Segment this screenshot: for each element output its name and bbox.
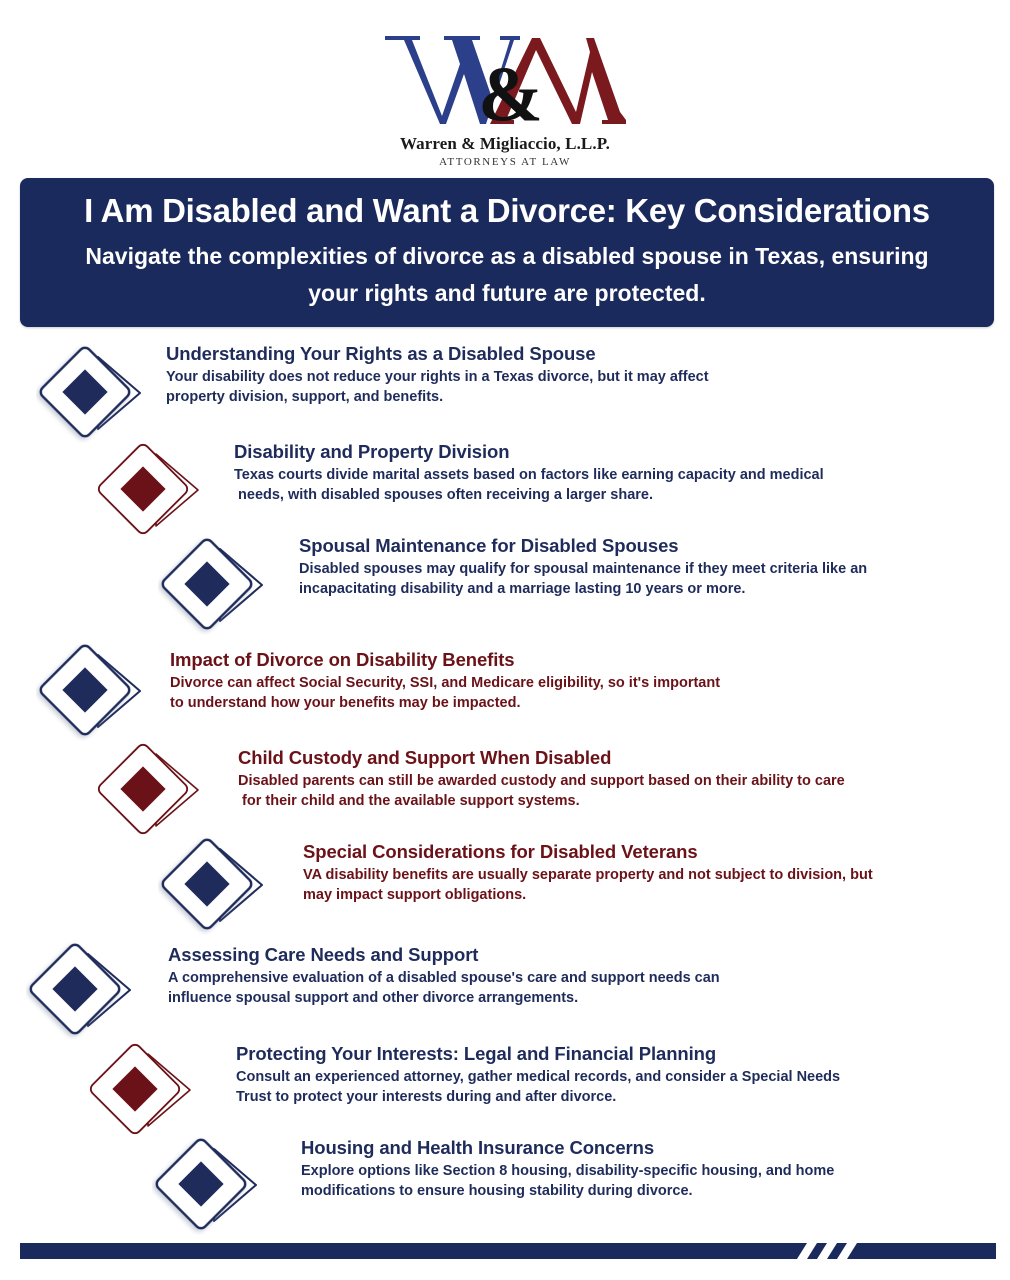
item-body-line: Consult an experienced attorney, gather medical records, and consider a Special Needs	[236, 1069, 841, 1085]
item-title: Spousal Maintenance for Disabled Spouses	[299, 535, 679, 556]
item-body-line: to understand how your benefits may be impacted.	[170, 695, 521, 711]
header-banner	[20, 178, 994, 327]
item-title: Protecting Your Interests: Legal and Financial Planning	[236, 1043, 717, 1064]
item-body-line: VA disability benefits are usually separate property and not subject to division, but	[303, 867, 873, 883]
page-title: I Am Disabled and Want a Divorce: Key Considerations	[84, 192, 930, 229]
red-diamond-icon	[94, 740, 204, 840]
item-body-line: Disabled parents can still be awarded custody and support based on their ability to care	[238, 773, 845, 789]
red-diamond-icon	[94, 440, 204, 540]
item-body-line: needs, with disabled spouses often receiving a larger share.	[234, 487, 654, 503]
item-body-line: influence spousal support and other divorce arrangements.	[168, 990, 579, 1006]
item-body-line: incapacitating disability and a marriage lasting 10 years or more.	[299, 581, 746, 597]
firm-name: Warren & Migliaccio, L.L.P.	[400, 134, 610, 153]
item-title: Special Considerations for Disabled Veterans	[303, 841, 698, 862]
item-body-line: modifications to ensure housing stability during divorce.	[301, 1183, 693, 1199]
item-body-line: Your disability does not reduce your rights in a Texas divorce, but it may affect	[166, 369, 709, 385]
navy-diamond-icon	[26, 940, 136, 1040]
navy-diamond-icon	[158, 835, 268, 935]
navy-diamond-icon	[36, 641, 146, 741]
navy-diamond-icon	[158, 535, 268, 635]
item-body-line: Texas courts divide marital assets based on factors like earning capacity and medical	[234, 467, 824, 483]
red-diamond-icon	[86, 1040, 196, 1140]
item-title: Understanding Your Rights as a Disabled Spouse	[166, 343, 596, 364]
item-body-line: property division, support, and benefits.	[166, 389, 444, 405]
item-body-line: A comprehensive evaluation of a disabled spouse's care and support needs can	[168, 970, 720, 986]
item-title: Disability and Property Division	[234, 441, 510, 462]
slash-2	[827, 1243, 847, 1259]
navy-diamond-icon	[36, 343, 146, 443]
item-body-line: Disabled spouses may qualify for spousal maintenance if they meet criteria like an	[299, 561, 868, 577]
item-title: Child Custody and Support When Disabled	[238, 747, 612, 768]
item-title: Housing and Health Insurance Concerns	[301, 1137, 655, 1158]
item-body-line: Explore options like Section 8 housing, disability-specific housing, and home	[301, 1163, 835, 1179]
item-title: Impact of Divorce on Disability Benefits	[170, 649, 515, 670]
ampersand-glyph: &	[478, 50, 543, 133]
item-title: Assessing Care Needs and Support	[168, 944, 479, 965]
page-subtitle: Navigate the complexities of divorce as a disabled spouse in Texas, ensuring your rights and future are protected.	[85, 243, 929, 306]
slash-1	[807, 1243, 827, 1259]
wm-monogram-icon	[380, 28, 630, 133]
firm-tagline: ATTORNEYS AT LAW	[439, 156, 571, 168]
item-body-line: may impact support obligations.	[303, 887, 527, 903]
footer-bar	[20, 1243, 996, 1259]
navy-diamond-icon	[152, 1135, 262, 1235]
item-body-line: Divorce can affect Social Security, SSI, and Medicare eligibility, so it's important	[170, 675, 721, 691]
item-body-line: for their child and the available support systems.	[238, 793, 580, 809]
item-body-line: Trust to protect your interests during and after divorce.	[236, 1089, 617, 1105]
firm-logo	[380, 28, 630, 173]
